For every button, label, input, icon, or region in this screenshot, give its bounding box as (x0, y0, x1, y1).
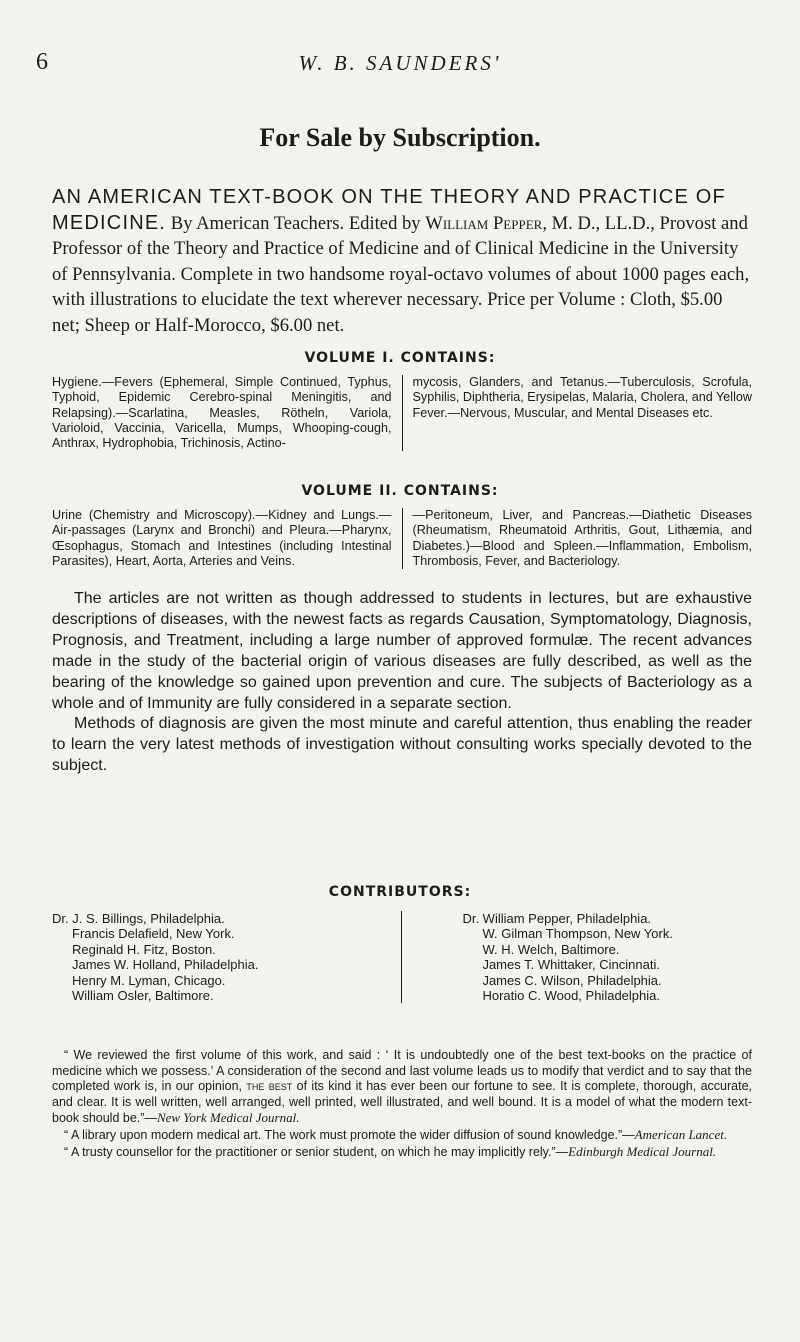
review-source: American Lancet. (634, 1126, 728, 1142)
running-head (0, 49, 800, 81)
review-source: Edinburgh Medical Journal. (568, 1143, 717, 1159)
volume-2-right-column: —Peritoneum, Liver, and Pancreas.—Diathetic Diseases (Rheumatism, Rheumatoid Arthritis, Gout, Lithæmia, and Diabetes.)—Blood and Spleen.—Inflammation, Embolism, Thrombosis, Fever, and Bacteriology. (412, 508, 752, 568)
volume-1-right-column: mycosis, Glanders, and Tetanus.—Tuberculosis, Scrofula, Syphilis, Diphtheria, Erysipelas, Malaria, Cholera, and Yellow Fever.—Nervous, Muscular, and Mental Diseases etc. (412, 375, 753, 420)
intro-paragraph (52, 185, 752, 339)
paragraph-articles: The articles are not written as though addressed to students in lectures, but are exhaustive descriptions of diseases, with the newest facts as regards Causation, Symptomatology, Diagnosis, Prognosis, and Treatment, including a large number of approved formulæ. The recent advances made in the study of the bacterial origin of various diseases are fully described, as well as the bearing of the knowledge so gained upon prevention and cure. The subjects of Bacteriology as a whole and of Immunity are fully considered in a separate section. (52, 590, 752, 712)
contributor: James C. Wilson, Philadelphia. (482, 972, 662, 988)
review-quote (52, 1144, 752, 1161)
page-number: 6 (36, 49, 48, 75)
volume-2-contents (52, 508, 752, 569)
contributors-left-column (52, 911, 402, 1003)
contributor: James W. Holland, Philadelphia. (72, 957, 259, 973)
contributor: Dr. William Pepper, Philadelphia. (462, 911, 652, 926)
contributors-heading: CONTRIBUTORS: (328, 884, 472, 900)
page-heading: For Sale by Subscription. (259, 123, 541, 152)
volume-2-heading: VOLUME II. CONTAINS: (301, 483, 499, 499)
press-reviews (52, 1048, 752, 1160)
description-text (52, 589, 752, 777)
book-description: , M. D., LL.D., Provost and Professor of the Theory and Practice of Medicine and of Clinical Medicine in the University of Pennsylvania. Complete in two handsome royal-octavo volumes of about 1000 pages each, with illustrations to elucidate the text wherever necessary. Price per Volume : Cloth, $5.00 net; Sheep or Half-Morocco, $6.00 net. (52, 212, 750, 336)
review-text: of its kind it has ever been our fortune to see. It is complete, thorough, accurate, and clear. It is well written, well arranged, well printed, well illustrated, and well bound. It is a model of what the modern text-book should be.”— (52, 1079, 752, 1126)
review-quote (52, 1048, 752, 1127)
editor-name: William Pepper (425, 212, 543, 234)
volume-1-contents (52, 375, 752, 451)
running-title: W. B. SAUNDERS' (298, 51, 502, 75)
contributor: Horatio C. Wood, Philadelphia. (482, 988, 660, 1004)
by-line: By American Teachers. Edited by (170, 212, 421, 234)
volume-1-left-column: Hygiene.—Fevers (Ephemeral, Simple Continued, Typhus, Typhoid, Epidemic Cerebro-spinal Meningitis, and Relapsing).—Scarlatina, Measles, Rötheln, Variola, Varioloid, Vaccinia, Varicella, Mumps, Whooping-cough, Anthrax, Hydrophobia, Trichinosis, Actino- (52, 375, 403, 451)
contributor: W. H. Welch, Baltimore. (482, 941, 620, 957)
review-text: “ We reviewed the first volume of this work, and said : ‘ It is undoubtedly one of the best text-books on the practice of medicine which we possess.’ A consideration of the second and last volume leads us to modify that verdict and to say that the completed work is, in our opinion, (52, 1048, 752, 1094)
contributor: Francis Delafield, New York. (72, 926, 235, 942)
contributors-list (52, 911, 752, 1003)
paragraph-methods: Methods of diagnosis are given the most minute and careful attention, thus enabling the reader to learn the very latest methods of investigation without consulting works specially devoted to the subject. (52, 715, 752, 775)
contributor: William Osler, Baltimore. (72, 988, 214, 1004)
book-title: AN AMERICAN TEXT-BOOK ON THE THEORY AND PRACTICE OF MEDICINE. (52, 186, 726, 234)
contributor: Henry M. Lyman, Chicago. (72, 972, 226, 988)
review-text: “ A trusty counsellor for the practitioner or senior student, on which he may implicitly rely.”— (64, 1144, 569, 1159)
volume-1-heading: VOLUME I. CONTAINS: (304, 350, 496, 366)
review-quote (52, 1127, 752, 1144)
review-emphasis: the best (246, 1079, 293, 1094)
contributors-right-column (402, 911, 752, 1003)
contributor: W. Gilman Thompson, New York. (482, 926, 673, 942)
contributor: Reginald H. Fitz, Boston. (72, 941, 216, 957)
contributor: Dr. J. S. Billings, Philadelphia. (52, 911, 225, 926)
contributor: James T. Whittaker, Cincinnati. (482, 957, 660, 973)
volume-2-left-column: Urine (Chemistry and Microscopy).—Kidney and Lungs.—Air-passages (Larynx and Bronchi) and Pleura.—Pharynx, Œsophagus, Stomach and Intestines (including Intestinal Parasites), Heart, Aorta, Arteries and Veins. (52, 508, 403, 569)
review-text: “ A library upon modern medical art. The work must promote the wider diffusion of sound knowledge.”— (64, 1127, 635, 1142)
review-source: New York Medical Journal. (156, 1110, 300, 1126)
